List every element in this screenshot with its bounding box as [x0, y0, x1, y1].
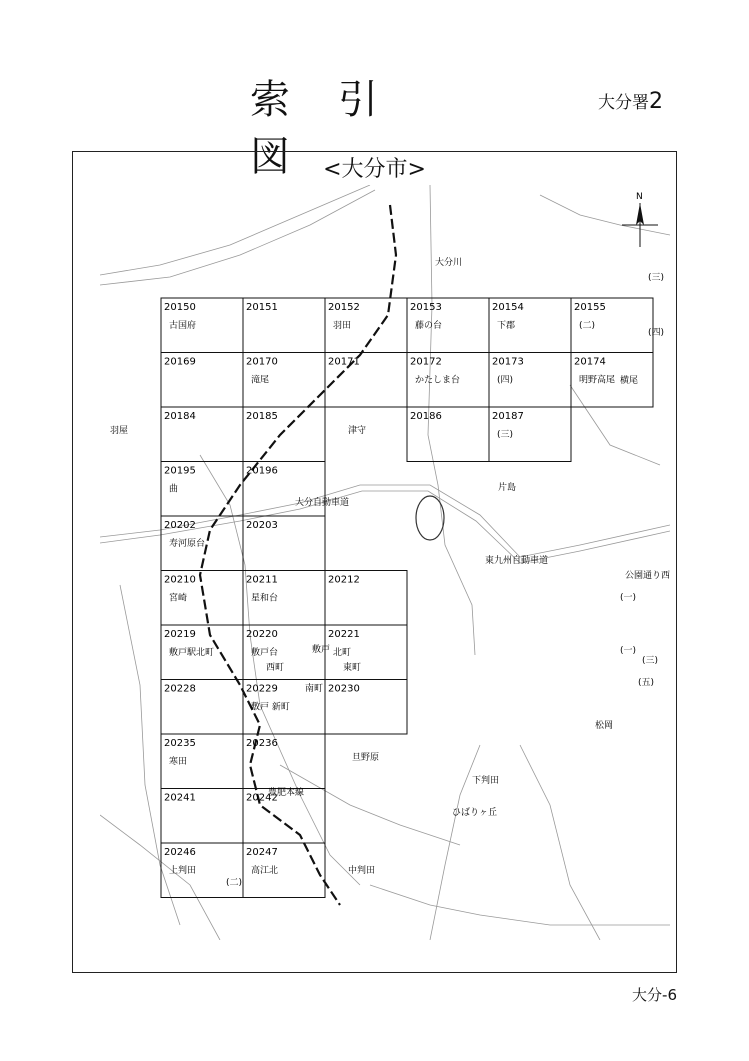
- grid-cell-place-name: 高江北: [251, 866, 279, 876]
- grid-cell-number: 20235: [164, 738, 196, 749]
- grid-cell-20203[interactable]: [243, 516, 325, 571]
- area-label: (一): [620, 646, 637, 656]
- grid-cell-number: 20150: [164, 302, 196, 313]
- grid-cell-place-name: 滝尾: [251, 375, 270, 386]
- grid-cell-place-name: 古国府: [169, 321, 197, 331]
- grid-cell-20184[interactable]: [161, 407, 243, 462]
- grid-cell-20241[interactable]: [161, 789, 243, 844]
- grid-cell-20228[interactable]: [161, 680, 243, 735]
- area-label: 豊肥本線: [268, 788, 305, 798]
- grid-cell-20235[interactable]: [161, 734, 243, 789]
- grid-cell-number: 20169: [164, 356, 196, 368]
- area-label: ひばりヶ丘: [452, 808, 498, 818]
- area-label: (一): [620, 593, 637, 603]
- railway-line: [200, 205, 396, 905]
- grid-cell-20154[interactable]: [489, 298, 571, 353]
- office-number: 2: [649, 89, 663, 114]
- grid-cell-number: 20230: [328, 683, 360, 695]
- grid-cell-20187[interactable]: [489, 407, 571, 462]
- grid-cell-place-name: (二): [579, 321, 596, 331]
- grid-cell-number: 20228: [164, 683, 196, 695]
- grid-cell-20152[interactable]: [325, 298, 407, 353]
- grid-cell-place-name: かたしま台: [415, 375, 461, 386]
- grid-cell-number: 20184: [164, 411, 196, 422]
- grid-cell-place-name: 下郡: [497, 321, 516, 331]
- grid-cell-20172[interactable]: [407, 353, 489, 408]
- grid-cell-20151[interactable]: [243, 298, 325, 353]
- grid-cell-place-name: 敷戸駅北町: [169, 648, 215, 658]
- area-label: 東町: [343, 663, 362, 673]
- area-label: 松岡: [595, 721, 614, 731]
- grid-cell-number: 20174: [574, 356, 606, 368]
- area-label: 東九州自動車道: [485, 556, 549, 566]
- grid-cell-20221[interactable]: [325, 625, 407, 680]
- region-label: <大分市>: [323, 157, 426, 182]
- area-label: (四): [648, 328, 665, 338]
- area-label: (五): [638, 678, 655, 688]
- index-map: [100, 185, 670, 940]
- grid-cell-number: 20172: [410, 356, 442, 368]
- area-label: (三): [648, 273, 665, 283]
- area-label: 大分自動車道: [295, 498, 350, 508]
- grid-cell-place-name: (四): [497, 375, 514, 386]
- area-label: 下判田: [472, 776, 500, 786]
- grid-cell-number: 20151: [246, 302, 278, 313]
- grid-cell-20169[interactable]: [161, 353, 243, 408]
- grid-cell-number: 20202: [164, 520, 196, 531]
- index-grid: [161, 298, 653, 898]
- page-title: 索引図: [250, 77, 426, 180]
- grid-cell-place-name: 羽田: [333, 321, 352, 331]
- grid-cell-place-name: 上判田: [169, 866, 197, 876]
- grid-cell-20186[interactable]: [407, 407, 489, 462]
- grid-cell-number: 20221: [328, 629, 360, 640]
- area-label: (二): [226, 878, 243, 888]
- grid-cell-20173[interactable]: [489, 353, 571, 408]
- area-label: 南町: [305, 684, 324, 694]
- grid-cell-20171[interactable]: [325, 353, 407, 408]
- grid-cell-number: 20211: [246, 574, 278, 586]
- grid-cell-place-name: 敷戸 新町: [251, 702, 290, 713]
- grid-cell-20170[interactable]: [243, 353, 325, 408]
- area-label: 中判田: [348, 866, 376, 876]
- grid-cell-place-name: 寒田: [169, 757, 188, 767]
- grid-cell-20185[interactable]: [243, 407, 325, 462]
- grid-cell-number: 20154: [492, 302, 524, 313]
- grid-cell-number: 20152: [328, 302, 360, 313]
- grid-cell-number: 20170: [246, 356, 278, 368]
- grid-cell-number: 20210: [164, 574, 196, 586]
- area-label: 羽屋: [110, 426, 129, 436]
- grid-cell-number: 20185: [246, 411, 278, 422]
- grid-cell-20153[interactable]: [407, 298, 489, 353]
- area-label: 津守: [348, 426, 367, 436]
- grid-cell-place-name: (三): [497, 430, 514, 440]
- north-label: N: [636, 192, 643, 202]
- grid-cell-number: 20247: [246, 847, 278, 858]
- area-label: (三): [642, 656, 659, 666]
- area-label: 横尾: [620, 376, 639, 386]
- office-label: [598, 88, 663, 114]
- grid-cell-20247[interactable]: [243, 843, 325, 898]
- grid-cell-number: 20187: [492, 411, 524, 422]
- grid-cell-number: 20173: [492, 356, 524, 368]
- grid-cell-20155[interactable]: [571, 298, 653, 353]
- grid-cell-number: 20196: [246, 465, 278, 477]
- grid-cell-20246[interactable]: [161, 843, 243, 898]
- interchange: [416, 496, 444, 540]
- grid-cell-20211[interactable]: [243, 571, 325, 626]
- grid-cell-place-name: 敷戸台: [251, 648, 279, 658]
- grid-cell-number: 20155: [574, 302, 606, 313]
- grid-cell-number: 20246: [164, 847, 196, 858]
- grid-cell-20230[interactable]: [325, 680, 407, 735]
- grid-cell-number: 20236: [246, 738, 278, 749]
- grid-cell-20174[interactable]: [571, 353, 653, 408]
- area-label: 片島: [498, 483, 517, 493]
- grid-cell-place-name: 藤の台: [415, 321, 443, 331]
- grid-cell-number: 20186: [410, 411, 442, 422]
- grid-cell-number: 20153: [410, 302, 442, 313]
- grid-cell-place-name: 曲: [169, 484, 179, 495]
- area-label: 大分川: [435, 258, 463, 268]
- grid-cell-place-name: 宮崎: [169, 593, 188, 604]
- grid-cell-number: 20229: [246, 683, 278, 695]
- area-label: 旦野原: [352, 753, 380, 763]
- grid-cell-number: 20171: [328, 356, 360, 368]
- grid-cell-20150[interactable]: [161, 298, 243, 353]
- grid-cell-place-name: 明野高尾: [579, 375, 616, 386]
- grid-cell-20236[interactable]: [243, 734, 325, 789]
- grid-cell-place-name: 北町: [333, 648, 352, 658]
- grid-cell-number: 20220: [246, 629, 278, 640]
- area-label: 敷戸: [312, 645, 331, 655]
- grid-cell-number: 20212: [328, 574, 360, 586]
- grid-cell-number: 20219: [164, 629, 196, 640]
- grid-cell-20210[interactable]: [161, 571, 243, 626]
- grid-cell-number: 20242: [246, 792, 278, 804]
- grid-cell-place-name: 星和台: [251, 593, 279, 604]
- area-label: 公園通り西: [625, 571, 670, 581]
- grid-cell-place-name: 寿河原台: [169, 539, 206, 549]
- grid-cell-number: 20241: [164, 792, 196, 804]
- area-label: 西町: [266, 663, 285, 673]
- grid-cell-number: 20203: [246, 520, 278, 531]
- page-number: 大分-6: [632, 986, 677, 1004]
- north-arrow-icon: [622, 192, 658, 247]
- office-name: 大分署: [598, 93, 649, 113]
- grid-cell-number: 20195: [164, 465, 196, 477]
- grid-cell-20212[interactable]: [325, 571, 407, 626]
